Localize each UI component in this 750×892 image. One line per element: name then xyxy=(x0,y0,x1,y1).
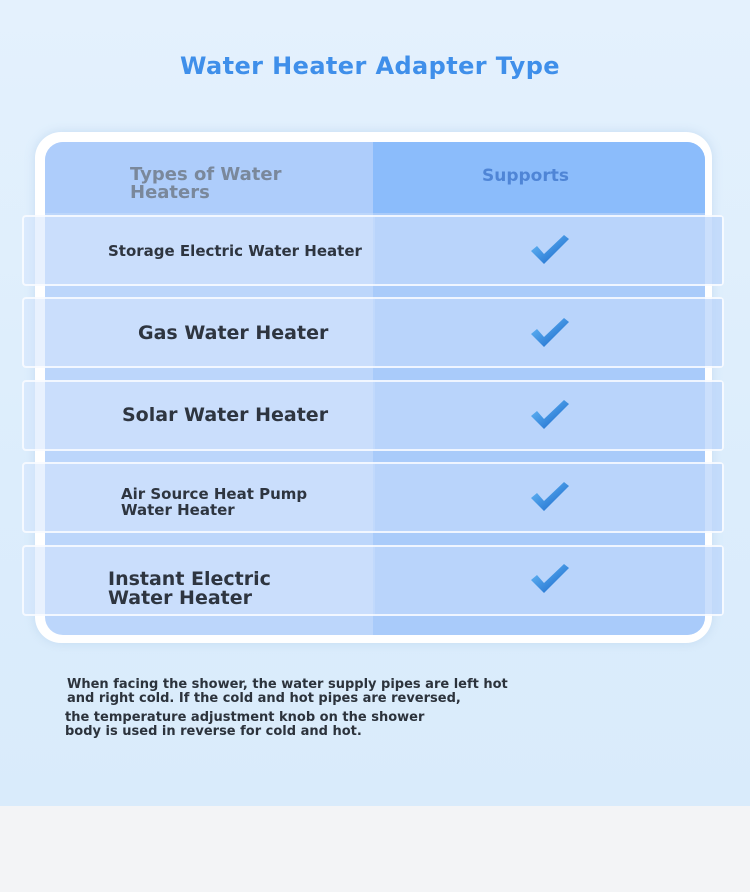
types-column-header: Types of Water Heaters xyxy=(130,164,282,203)
note-line-2: the temperature adjustment knob on the shower body is used in reverse for cold and hot. xyxy=(65,710,425,739)
page-title: Water Heater Adapter Type xyxy=(180,52,560,80)
bottom-band xyxy=(0,806,750,892)
checkmark-icon xyxy=(529,233,571,267)
checkmark-icon xyxy=(529,398,571,432)
row-label: Instant Electric Water Heater xyxy=(108,568,271,609)
row-label: Storage Electric Water Heater xyxy=(108,242,362,260)
table-row xyxy=(22,297,724,368)
checkmark-icon xyxy=(529,562,571,596)
row-label: Air Source Heat Pump Water Heater xyxy=(121,485,308,519)
note-line-1: When facing the shower, the water supply pipes are left hot and right cold. If the cold and hot pipes are reversed, xyxy=(67,677,508,706)
row-label: Gas Water Heater xyxy=(138,322,329,344)
row-label: Solar Water Heater xyxy=(122,404,329,426)
checkmark-icon xyxy=(529,480,571,514)
checkmark-icon xyxy=(529,316,571,350)
supports-column-header: Supports xyxy=(482,166,569,186)
